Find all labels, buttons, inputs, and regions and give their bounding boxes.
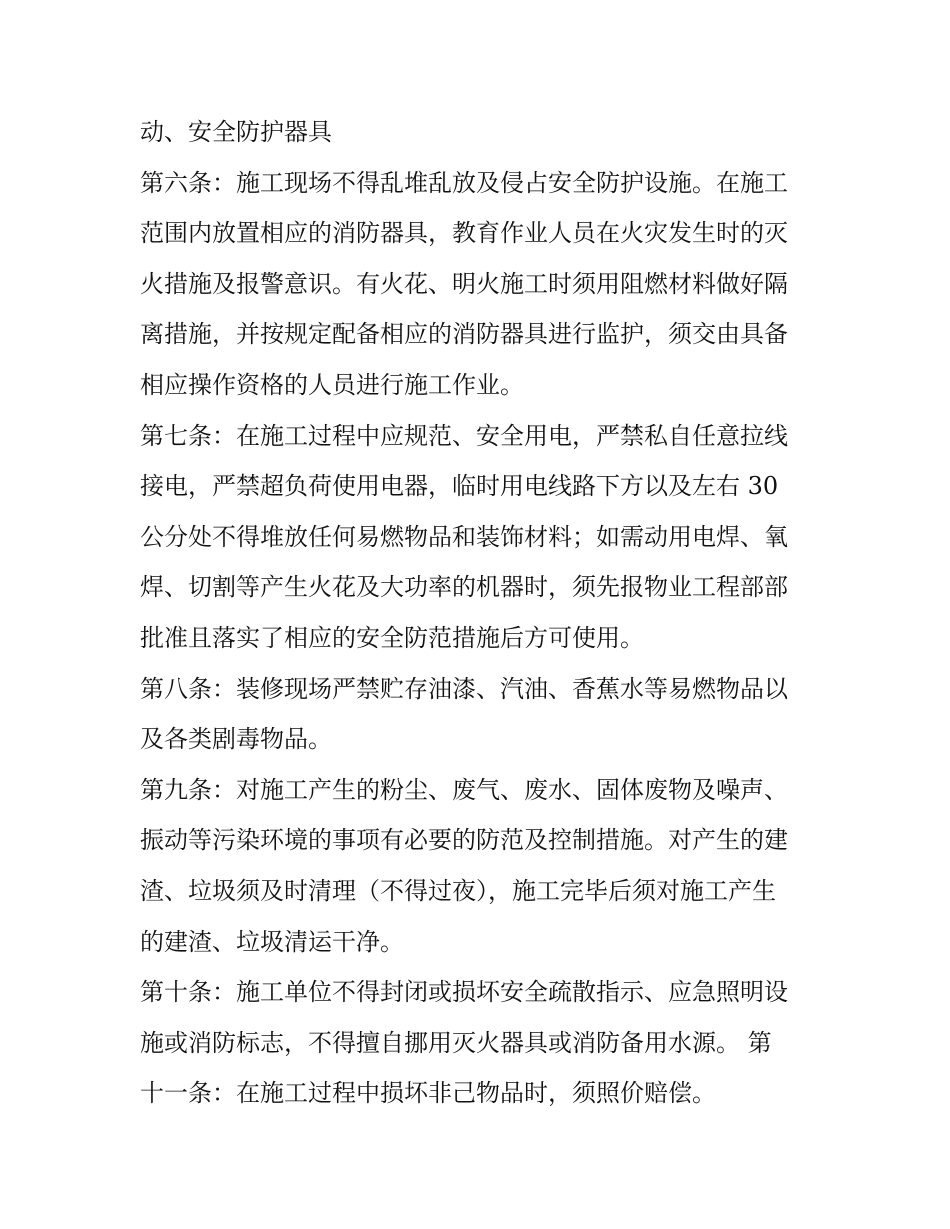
document-body <box>140 107 820 1119</box>
text-line-19: 施或消防标志，不得擅自挪用灭火器具或消防备用水源。 第 <box>140 1028 772 1057</box>
text-line-8: 接电，严禁超负荷使用电器，临时用电线路下方以及左右 30 <box>140 472 779 501</box>
text-line-3: 范围内放置相应的消防器具，教育作业人员在火灾发生时的灭 <box>140 219 788 248</box>
text-line-15: 振动等污染环境的事项有必要的防范及控制措施。对产生的建 <box>140 826 788 855</box>
text-line-16: 渣、垃圾须及时清理（不得过夜），施工完毕后须对施工产生 <box>140 876 776 905</box>
text-line-5: 离措施，并按规定配备相应的消防器具进行监护，须交由具备 <box>140 320 788 349</box>
text-line-9: 公分处不得堆放任何易燃物品和装饰材料；如需动用电焊、氧 <box>140 522 788 551</box>
text-line-7: 第七条：在施工过程中应规范、安全用电，严禁私自任意拉线 <box>140 421 788 450</box>
text-line-18: 第十条：施工单位不得封闭或损坏安全疏散指示、应急照明设 <box>140 978 788 1007</box>
text-line-4: 火措施及报警意识。有火花、明火施工时须用阻燃材料做好隔 <box>140 269 788 298</box>
text-line-12: 第八条：装修现场严禁贮存油漆、汽油、香蕉水等易燃物品以 <box>140 674 788 703</box>
text-line-13: 及各类剧毒物品。 <box>140 725 332 754</box>
text-line-10: 焊、切割等产生火花及大功率的机器时，须先报物业工程部部 <box>140 573 788 602</box>
text-line-2: 第六条：施工现场不得乱堆乱放及侵占安全防护设施。在施工 <box>140 168 788 197</box>
text-line-17: 的建渣、垃圾清运干净。 <box>140 927 404 956</box>
text-line-11: 批准且落实了相应的安全防范措施后方可使用。 <box>140 623 644 652</box>
text-line-20: 十一条：在施工过程中损坏非己物品时，须照价赔偿。 <box>140 1079 716 1108</box>
text-line-14: 第九条：对施工产生的粉尘、废气、废水、固体废物及噪声、 <box>140 775 788 804</box>
text-line-1: 动、安全防护器具 <box>140 118 332 146</box>
text-line-6: 相应操作资格的人员进行施工作业。 <box>140 370 524 399</box>
